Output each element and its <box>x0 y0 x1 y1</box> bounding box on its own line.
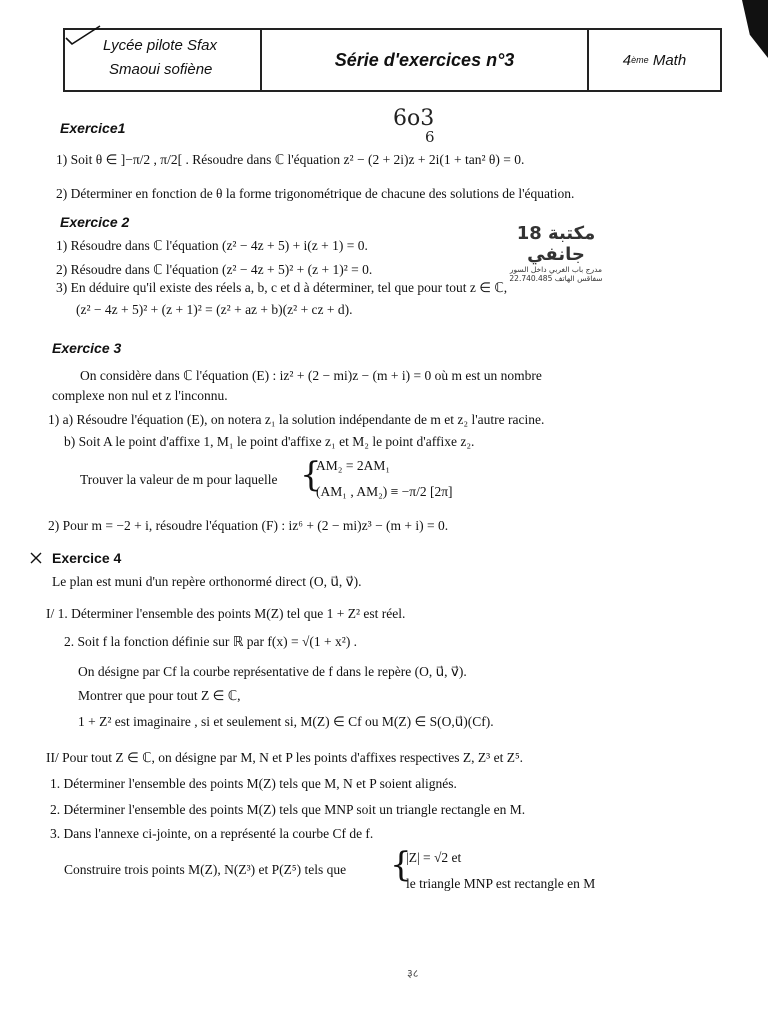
handwritten-note: 6o3 <box>393 106 435 131</box>
sheet-title: Série d'exercices n°3 <box>262 30 589 90</box>
level-number: 4 <box>622 51 632 69</box>
exercise4-cond2: le triangle MNP est rectangle en M <box>406 876 596 891</box>
teacher-name: Smaoui sofiène <box>109 61 213 78</box>
system-brace: { <box>300 455 322 495</box>
checkmark-icon <box>64 24 104 46</box>
header-table <box>63 28 722 92</box>
exercise2-q3: 3) En déduire qu'il existe des réels a, b, c et d à déterminer, tel que pour tout z ∈ ℂ, <box>56 280 508 295</box>
exercise4-ii4: Construire trois points M(Z), N(Z³) et P(Z⁵) tels que <box>64 862 347 877</box>
exercise4-i1: I/ 1. Déterminer l'ensemble des points M(Z) tel que 1 + Z² est réel. <box>46 606 406 621</box>
handwritten-note-small: 6 <box>425 128 435 146</box>
exercise3-qa: 1) a) Résoudre l'équation (E), on notera z₁ la solution indépendante de m et z₂ l'autre racine. <box>48 412 545 427</box>
exercise3-cond2: (AM₁ , AM₂) ≡ −π/2 [2π] <box>316 484 453 499</box>
exercise4-ii: II/ Pour tout Z ∈ ℂ, on désigne par M, N et P les points d'affixes respectives Z, Z³ et Z⁵. <box>46 750 524 765</box>
exercise3-q2: 2) Pour m = −2 + i, résoudre l'équation (F) : iz⁶ + (2 − mi)z³ − (m + i) = 0. <box>48 518 449 533</box>
level-word: Math <box>652 51 687 69</box>
exercise3-intro2: complexe non nul et z l'inconnu. <box>52 388 228 403</box>
exercise4-i2: 2. Soit f la fonction définie sur ℝ par f(x) = √(1 + x²) . <box>64 634 358 649</box>
exercise3-title: Exercice 3 <box>52 340 122 356</box>
exercise2-q2: 2) Résoudre dans ℂ l'équation (z² − 4z + 5)² + (z + 1)² = 0. <box>56 262 373 277</box>
exercise1-title: Exercice1 <box>60 120 126 136</box>
page-scribble: ३८ <box>407 968 419 980</box>
scan-shadow <box>742 0 768 58</box>
bookshop-stamp <box>494 223 618 283</box>
exercise4-ii3: 3. Dans l'annexe ci-jointe, on a représenté la courbe Cf de f. <box>50 826 374 841</box>
exercise4-i2c: 1 + Z² est imaginaire , si et seulement si, M(Z) ∈ Cf ou M(Z) ∈ S(O,u⃗)(Cf). <box>78 714 494 729</box>
stamp-line1: مدرج باب الغربي داخل السور <box>509 265 603 274</box>
exercise2-q1: 1) Résoudre dans ℂ l'équation (z² − 4z + 5) + i(z + 1) = 0. <box>56 238 368 253</box>
exercise4-i2b: Montrer que pour tout Z ∈ ℂ, <box>78 688 241 703</box>
class-level <box>589 30 720 90</box>
condition-brace: { <box>390 845 412 885</box>
exercise2-q3-identity: (z² − 4z + 5)² + (z + 1)² = (z² + az + b)(z² + cz + d). <box>76 302 353 317</box>
exercise3-find: Trouver la valeur de m pour laquelle <box>80 472 278 487</box>
exercise2-title: Exercice 2 <box>60 214 130 230</box>
exercise3-qb: b) Soit A le point d'affixe 1, M₁ le point d'affixe z₁ et M₂ le point d'affixe z₂. <box>64 434 475 449</box>
cross-mark-icon <box>30 552 42 564</box>
exercise1-q1: 1) Soit θ ∈ ]−π/2 , π/2[ . Résoudre dans ℂ l'équation z² − (2 + 2i)z + 2i(1 + tan² θ) = 0. <box>56 152 525 167</box>
exercise3-cond1: AM₂ = 2AM₁ <box>316 458 391 473</box>
exercise4-i2a: On désigne par Cf la courbe représentative de f dans le repère (O, u⃗, v⃗). <box>78 664 467 679</box>
exercise4-ii1: 1. Déterminer l'ensemble des points M(Z) tels que M, N et P soient alignés. <box>50 776 457 791</box>
level-suffix: ème <box>631 55 649 65</box>
exercise1-q2: 2) Déterminer en fonction de θ la forme trigonométrique de chacune des solutions de l'équation. <box>56 186 575 201</box>
exercise4-ii2: 2. Déterminer l'ensemble des points M(Z) tels que MNP soit un triangle rectangle en M. <box>50 802 526 817</box>
exercise4-title: Exercice 4 <box>52 550 122 566</box>
stamp-line2: 22.740.485 سفاقس الهاتف <box>509 274 603 283</box>
exercise4-intro: Le plan est muni d'un repère orthonormé direct (O, u⃗, v⃗). <box>52 574 362 589</box>
stamp-name: مكتبة 18 جانفي <box>516 223 596 265</box>
exercise3-intro1: On considère dans ℂ l'équation (E) : iz² + (2 − mi)z − (m + i) = 0 où m est un nombre <box>80 368 542 383</box>
exercise4-cond1: |Z| = √2 et <box>406 850 462 865</box>
school-name: Lycée pilote Sfax <box>103 37 217 54</box>
